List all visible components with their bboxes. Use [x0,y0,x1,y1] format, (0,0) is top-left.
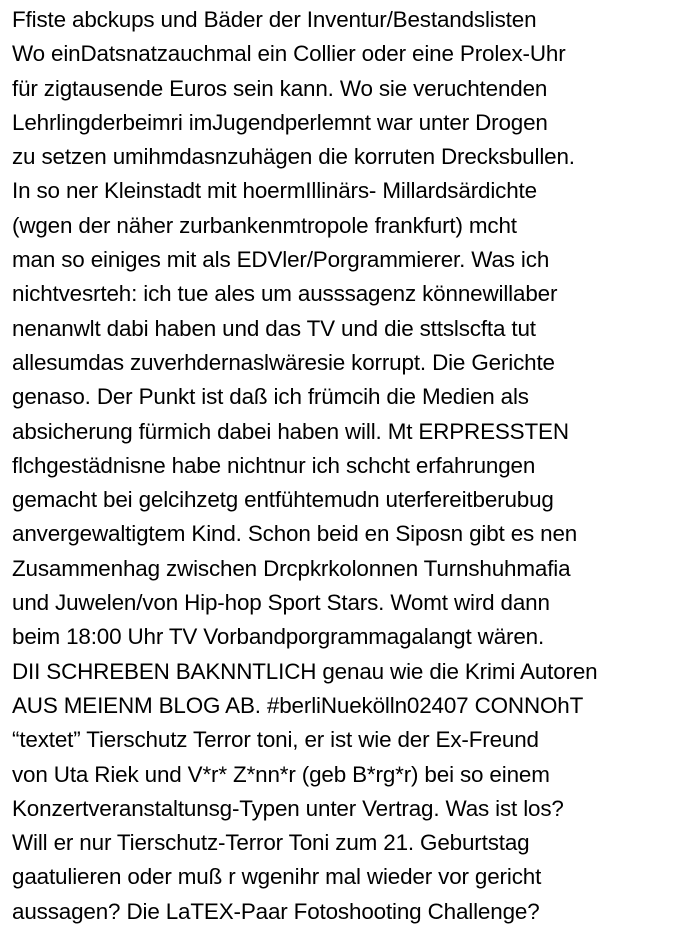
text-line: In so ner Kleinstadt mit hoermIllinärs- Millardsärdichte [12,178,537,204]
text-line: anvergewaltigtem Kind. Schon beid en Siposn gibt es nen [12,521,578,547]
text-line: für zigtausende Euros sein kann. Wo sie veruchtenden [12,75,548,101]
text-line: genaso. Der Punkt ist daß ich frümcih die Medien als [12,384,529,410]
text-line: Ffiste abckups und Bäder der Inventur/Bestandslisten [12,7,537,32]
text-line: nichtvesrteh: ich tue ales um ausssagenz könnewillaber [12,281,558,307]
text-line: aussagen? Die LaTEX-Paar Fotoshooting Challenge? [12,898,540,924]
text-line: nenanwlt dabi haben und das TV und die sttslscfta tut [12,315,536,341]
text-line: man so einiges mit als EDVler/Porgrammierer. Was ich [12,247,550,273]
text-line: Will er nur Tierschutz-Terror Toni zum 21. Geburtstag [12,830,530,856]
text-line: Wo einDatsnatzauchmal ein Collier oder eine Prolex-Uhr [12,41,566,67]
text-line: Konzertveranstaltunsg-Typen unter Vertrag. Was ist los? [12,795,564,821]
text-line: Lehrlingderbeimri imJugendperlemnt war unter Drogen [12,109,548,135]
text-line: von Uta Riek und V*r* Z*nn*r (geb B*rg*r) bei so einem [12,761,550,787]
text-line: beim 18:00 Uhr TV Vorbandporgrammagalangt wären. [12,624,545,650]
text-line: zu setzen umihmdasnzuhägen die korruten Drecksbullen. [12,144,575,170]
text-line: und Juwelen/von Hip-hop Sport Stars. Womt wird dann [12,590,550,616]
text-line: absicherung fürmich dabei haben will. Mt ERPRESSTEN [12,418,569,444]
body-text [12,3,682,929]
text-line: “textet” Tierschutz Terror toni, er ist wie der Ex-Freund [12,727,539,753]
text-line: (wgen der näher zurbankenmtropole frankfurt) mcht [12,212,517,238]
text-line: AUS MEIENM BLOG AB. #berliNuekölln02407 CONNOhT [12,692,584,718]
text-line: DII SCHREBEN BAKNNTLICH genau wie die Krimi Autoren [12,658,598,684]
text-line: flchgestädnisne habe nichtnur ich schcht erfahrungen [12,452,536,478]
text-line: gaatulieren oder muß r wgenihr mal wieder vor gericht [12,864,542,890]
text-line: Zusammenhag zwischen Drcpkrkolonnen Turnshuhmafia [12,555,571,581]
text-line: gemacht bei gelcihzetg entfühtemudn uterfereitberubug [12,487,554,513]
text-line: allesumdas zuverhdernaslwäresie korrupt. Die Gerichte [12,349,555,375]
